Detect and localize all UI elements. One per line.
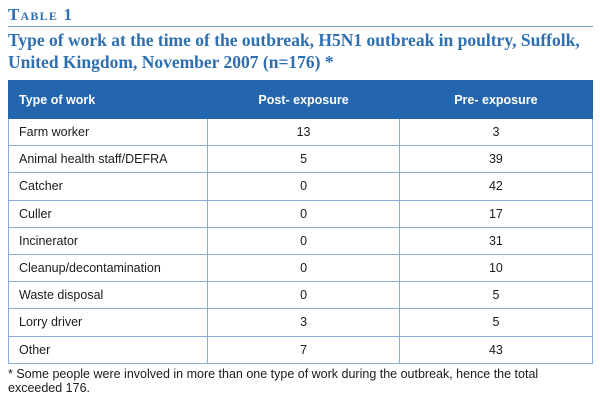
table-title: Type of work at the time of the outbreak, H5N1 outbreak in poultry, Suffolk, United Kingdom, November 2007 (n=176) * xyxy=(8,30,580,72)
cell-post-exposure: 0 xyxy=(208,200,400,227)
table-row xyxy=(9,227,593,254)
table-label: Table 1 xyxy=(8,5,74,24)
column-header-post-exposure: Post- exposure xyxy=(208,81,400,119)
cell-type-of-work: Culler xyxy=(9,200,208,227)
cell-type-of-work: Farm worker xyxy=(9,119,208,146)
table-row xyxy=(9,336,593,363)
cell-post-exposure: 13 xyxy=(208,119,400,146)
cell-post-exposure: 7 xyxy=(208,336,400,363)
cell-pre-exposure: 10 xyxy=(399,254,592,281)
cell-pre-exposure: 3 xyxy=(399,119,592,146)
table-row xyxy=(9,282,593,309)
table-row xyxy=(9,200,593,227)
footnote: * Some people were involved in more than one type of work during the outbreak, hence the total exceeded 176. xyxy=(8,367,539,395)
cell-type-of-work: Lorry driver xyxy=(9,309,208,336)
divider xyxy=(8,26,593,27)
cell-pre-exposure: 5 xyxy=(399,282,592,309)
cell-post-exposure: 0 xyxy=(208,227,400,254)
table-row xyxy=(9,254,593,281)
table-row xyxy=(9,119,593,146)
column-header-type-of-work: Type of work xyxy=(9,81,208,119)
table-row xyxy=(9,309,593,336)
cell-pre-exposure: 43 xyxy=(399,336,592,363)
column-header-pre-exposure: Pre- exposure xyxy=(399,81,592,119)
cell-pre-exposure: 39 xyxy=(399,146,592,173)
cell-type-of-work: Cleanup/decontamination xyxy=(9,254,208,281)
cell-post-exposure: 0 xyxy=(208,254,400,281)
header-row xyxy=(9,81,593,119)
cell-pre-exposure: 31 xyxy=(399,227,592,254)
cell-type-of-work: Animal health staff/DEFRA xyxy=(9,146,208,173)
cell-type-of-work: Waste disposal xyxy=(9,282,208,309)
cell-pre-exposure: 17 xyxy=(399,200,592,227)
table-row xyxy=(9,173,593,200)
table-row xyxy=(9,146,593,173)
cell-post-exposure: 0 xyxy=(208,173,400,200)
cell-type-of-work: Catcher xyxy=(9,173,208,200)
data-table xyxy=(8,80,593,364)
cell-type-of-work: Other xyxy=(9,336,208,363)
cell-pre-exposure: 5 xyxy=(399,309,592,336)
cell-post-exposure: 3 xyxy=(208,309,400,336)
cell-post-exposure: 0 xyxy=(208,282,400,309)
cell-pre-exposure: 42 xyxy=(399,173,592,200)
cell-type-of-work: Incinerator xyxy=(9,227,208,254)
cell-post-exposure: 5 xyxy=(208,146,400,173)
